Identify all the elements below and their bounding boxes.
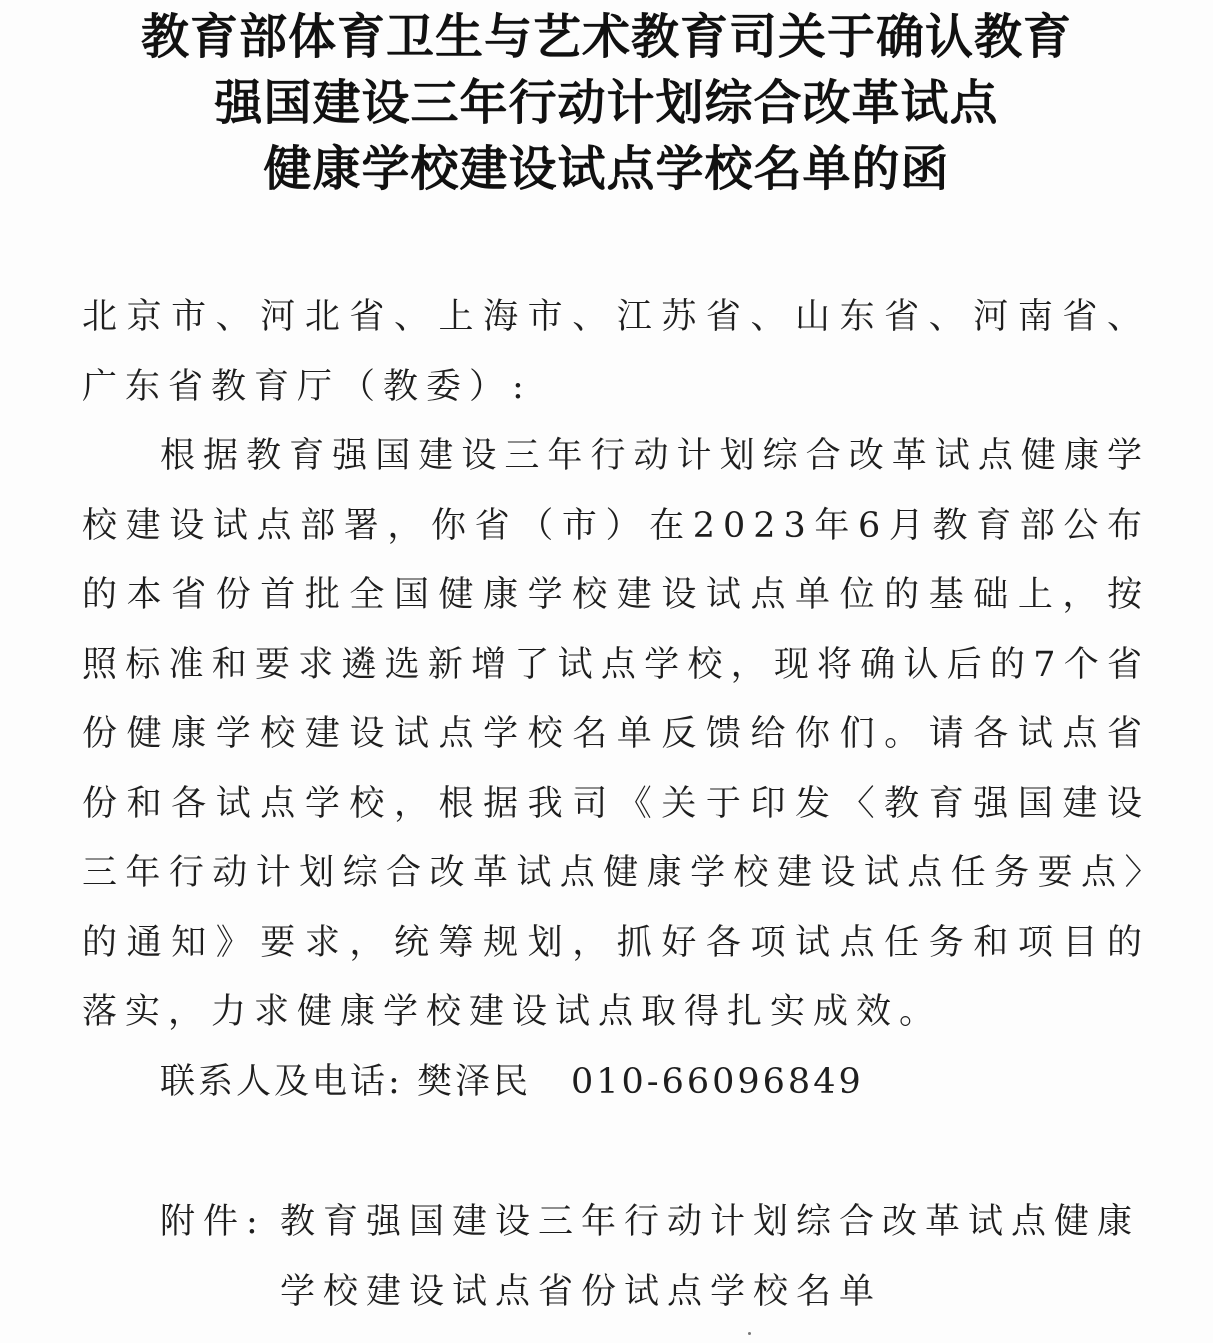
contact-name: 樊泽民 (416, 1062, 531, 1102)
body-paragraph: 根据教育强国建设三年行动计划综合改革试点健康学校建设试点部署，你省（市）在2023年6月教育部公布的本省份首批全国健康学校建设试点单位的基础上，按照标准和要求遴选新增了试点学校，现将确认后的7个省份健康学校建设试点学校名单反馈给你们。请各试点省份和各试点学校，根据我司《关于印发〈教育强国建设三年行动计划综合改革试点健康学校建设试点任务要点〉的通知》要求，统筹规划，抓好各项试点任务和项目的落实，力求健康学校建设试点取得扎实成效。 (82, 436, 1150, 1032)
letter-body (82, 283, 1150, 1048)
document-title (0, 4, 1213, 202)
contact-label: 联系人及电话: (160, 1062, 403, 1102)
title-line-3: 健康学校建设试点学校名单的函 (263, 141, 950, 197)
scan-speck (748, 1332, 751, 1335)
attachment-label: 附件: (160, 1202, 266, 1242)
title-line-2: 强国建设三年行动计划综合改革试点 (214, 75, 999, 131)
contact-phone: 010-66096849 (570, 1062, 864, 1102)
attachment-text: 教育强国建设三年行动计划综合改革试点健康学校建设试点省份试点学校名单 (280, 1202, 1141, 1312)
attachment (160, 1188, 1150, 1327)
addressee: 北京市、河北省、上海市、江苏省、山东省、河南省、广东省教育厅（教委）: (82, 297, 1150, 407)
title-line-1: 教育部体育卫生与艺术教育司关于确认教育 (140, 9, 1072, 65)
contact-line (160, 1048, 864, 1118)
